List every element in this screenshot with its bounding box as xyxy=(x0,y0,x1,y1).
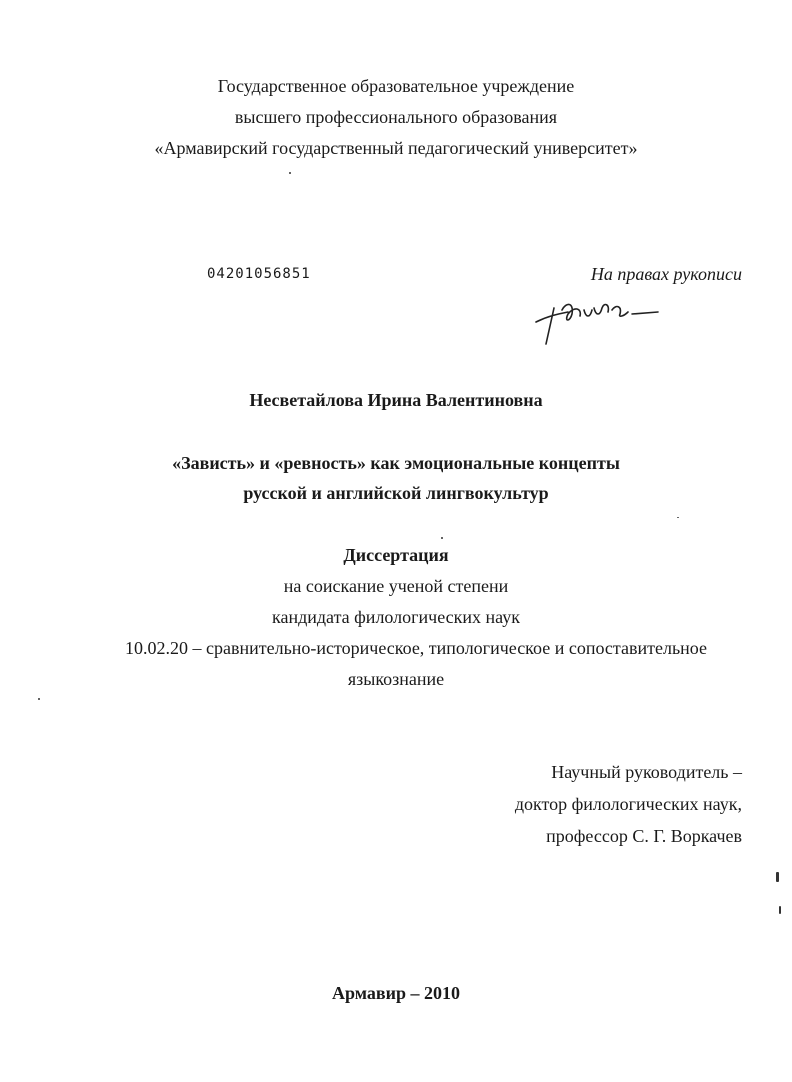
dissertation-title-line-2: русской и английской лингвокультур xyxy=(243,483,549,503)
scan-speck xyxy=(38,698,40,700)
institution-line-2: высшего профессионального образования xyxy=(234,107,558,127)
document-code: 04201056851 xyxy=(207,266,311,282)
scan-speck xyxy=(441,537,443,539)
dissertation-title-line-1: «Зависть» и «ревность» как эмоциональные концепты xyxy=(172,453,620,473)
manuscript-note: На правах рукописи xyxy=(590,264,742,284)
scan-speck xyxy=(677,517,679,518)
scan-speck xyxy=(779,906,781,914)
author-name: Несветайлова Ирина Валентиновна xyxy=(249,390,543,410)
signature-icon xyxy=(528,288,678,350)
institution-line-1: Государственное образовательное учреждение xyxy=(217,76,575,96)
supervisor-line-1: Научный руководитель – xyxy=(551,762,742,782)
supervisor-line-2: доктор филологических наук, xyxy=(514,794,742,814)
supervisor-line-3: профессор С. Г. Воркачев xyxy=(546,826,742,846)
scan-speck xyxy=(289,172,291,174)
dissertation-heading: Диссертация xyxy=(343,545,449,565)
city-year: Армавир – 2010 xyxy=(332,983,460,1003)
degree-line-2: кандидата филологических наук xyxy=(272,607,520,627)
degree-line-1: на соискание ученой степени xyxy=(283,576,509,596)
specialty-line: 10.02.20 – сравнительно-историческое, типологическое и сопоставительное xyxy=(124,638,708,658)
specialty-line-2: языкознание xyxy=(347,669,445,689)
scan-speck xyxy=(776,872,779,882)
institution-line-3: «Армавирский государственный педагогический университет» xyxy=(154,138,638,158)
